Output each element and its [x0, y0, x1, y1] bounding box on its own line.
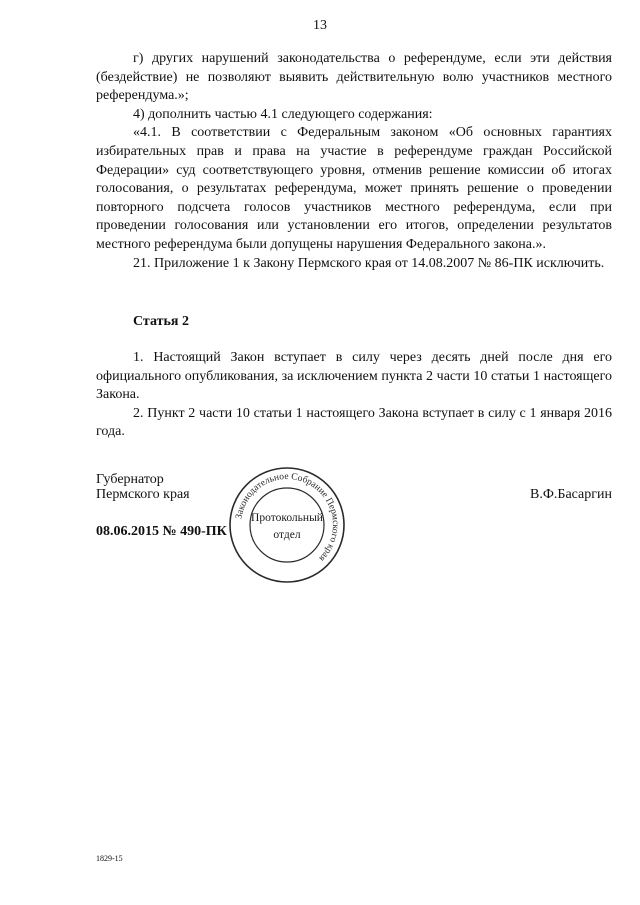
stamp-ring-text: Законодательное Собрание Пермского края [234, 471, 341, 564]
article-2-body [96, 349, 612, 442]
article-2-heading: Статья 2 [133, 314, 189, 329]
signer-title [96, 472, 190, 502]
signer-name: В.Ф.Басаргин [530, 487, 612, 502]
signer-title-line1: Губернатор [96, 472, 164, 487]
official-stamp [228, 466, 346, 584]
footer-code: 1829-15 [96, 854, 123, 863]
document-body [96, 50, 612, 273]
signer-title-line2: Пермского края [96, 487, 190, 502]
article-2-paragraph-2: 2. Пункт 2 части 10 статьи 1 настоящего Закона вступает в силу с 1 января 2016 года. [96, 405, 612, 440]
law-date-number: 08.06.2015 № 490-ПК [96, 524, 227, 539]
stamp-line-1: Протокольный [251, 512, 323, 524]
article-2-paragraph-1: 1. Настоящий Закон вступает в силу через десять дней после дня его официального опубликования, за исключением пункта 2 части 10 статьи 1 настоящего Закона. [96, 350, 612, 403]
paragraph-amendment-4: 4) дополнить частью 4.1 следующего содержания: [133, 106, 433, 122]
stamp-line-2: отдел [273, 529, 301, 541]
page-number: 13 [313, 18, 327, 33]
paragraph-amendment-g: г) других нарушений законодательства о референдуме, если эти действия (бездействие) не позволяют выявить действительную волю участников местного референдума.»; [96, 51, 612, 104]
paragraph-part-4-1: «4.1. В соответствии с Федеральным законом «Об основных гарантиях избирательных прав и права на участие в референдуме граждан Российской Федерации» суд соответствующего уровня, отменив решение комиссии об итогах голосования, о результатах референдума, может принять решение о проведении повторного подсчета голосов участников местного референдума, если при проведении голосования или установлении его итогов, определении результатов местного референдума были допущены нарушения Федерального закона.». [96, 125, 612, 252]
paragraph-item-21: 21. Приложение 1 к Закону Пермского края от 14.08.2007 № 86-ПК исключить. [133, 255, 605, 271]
